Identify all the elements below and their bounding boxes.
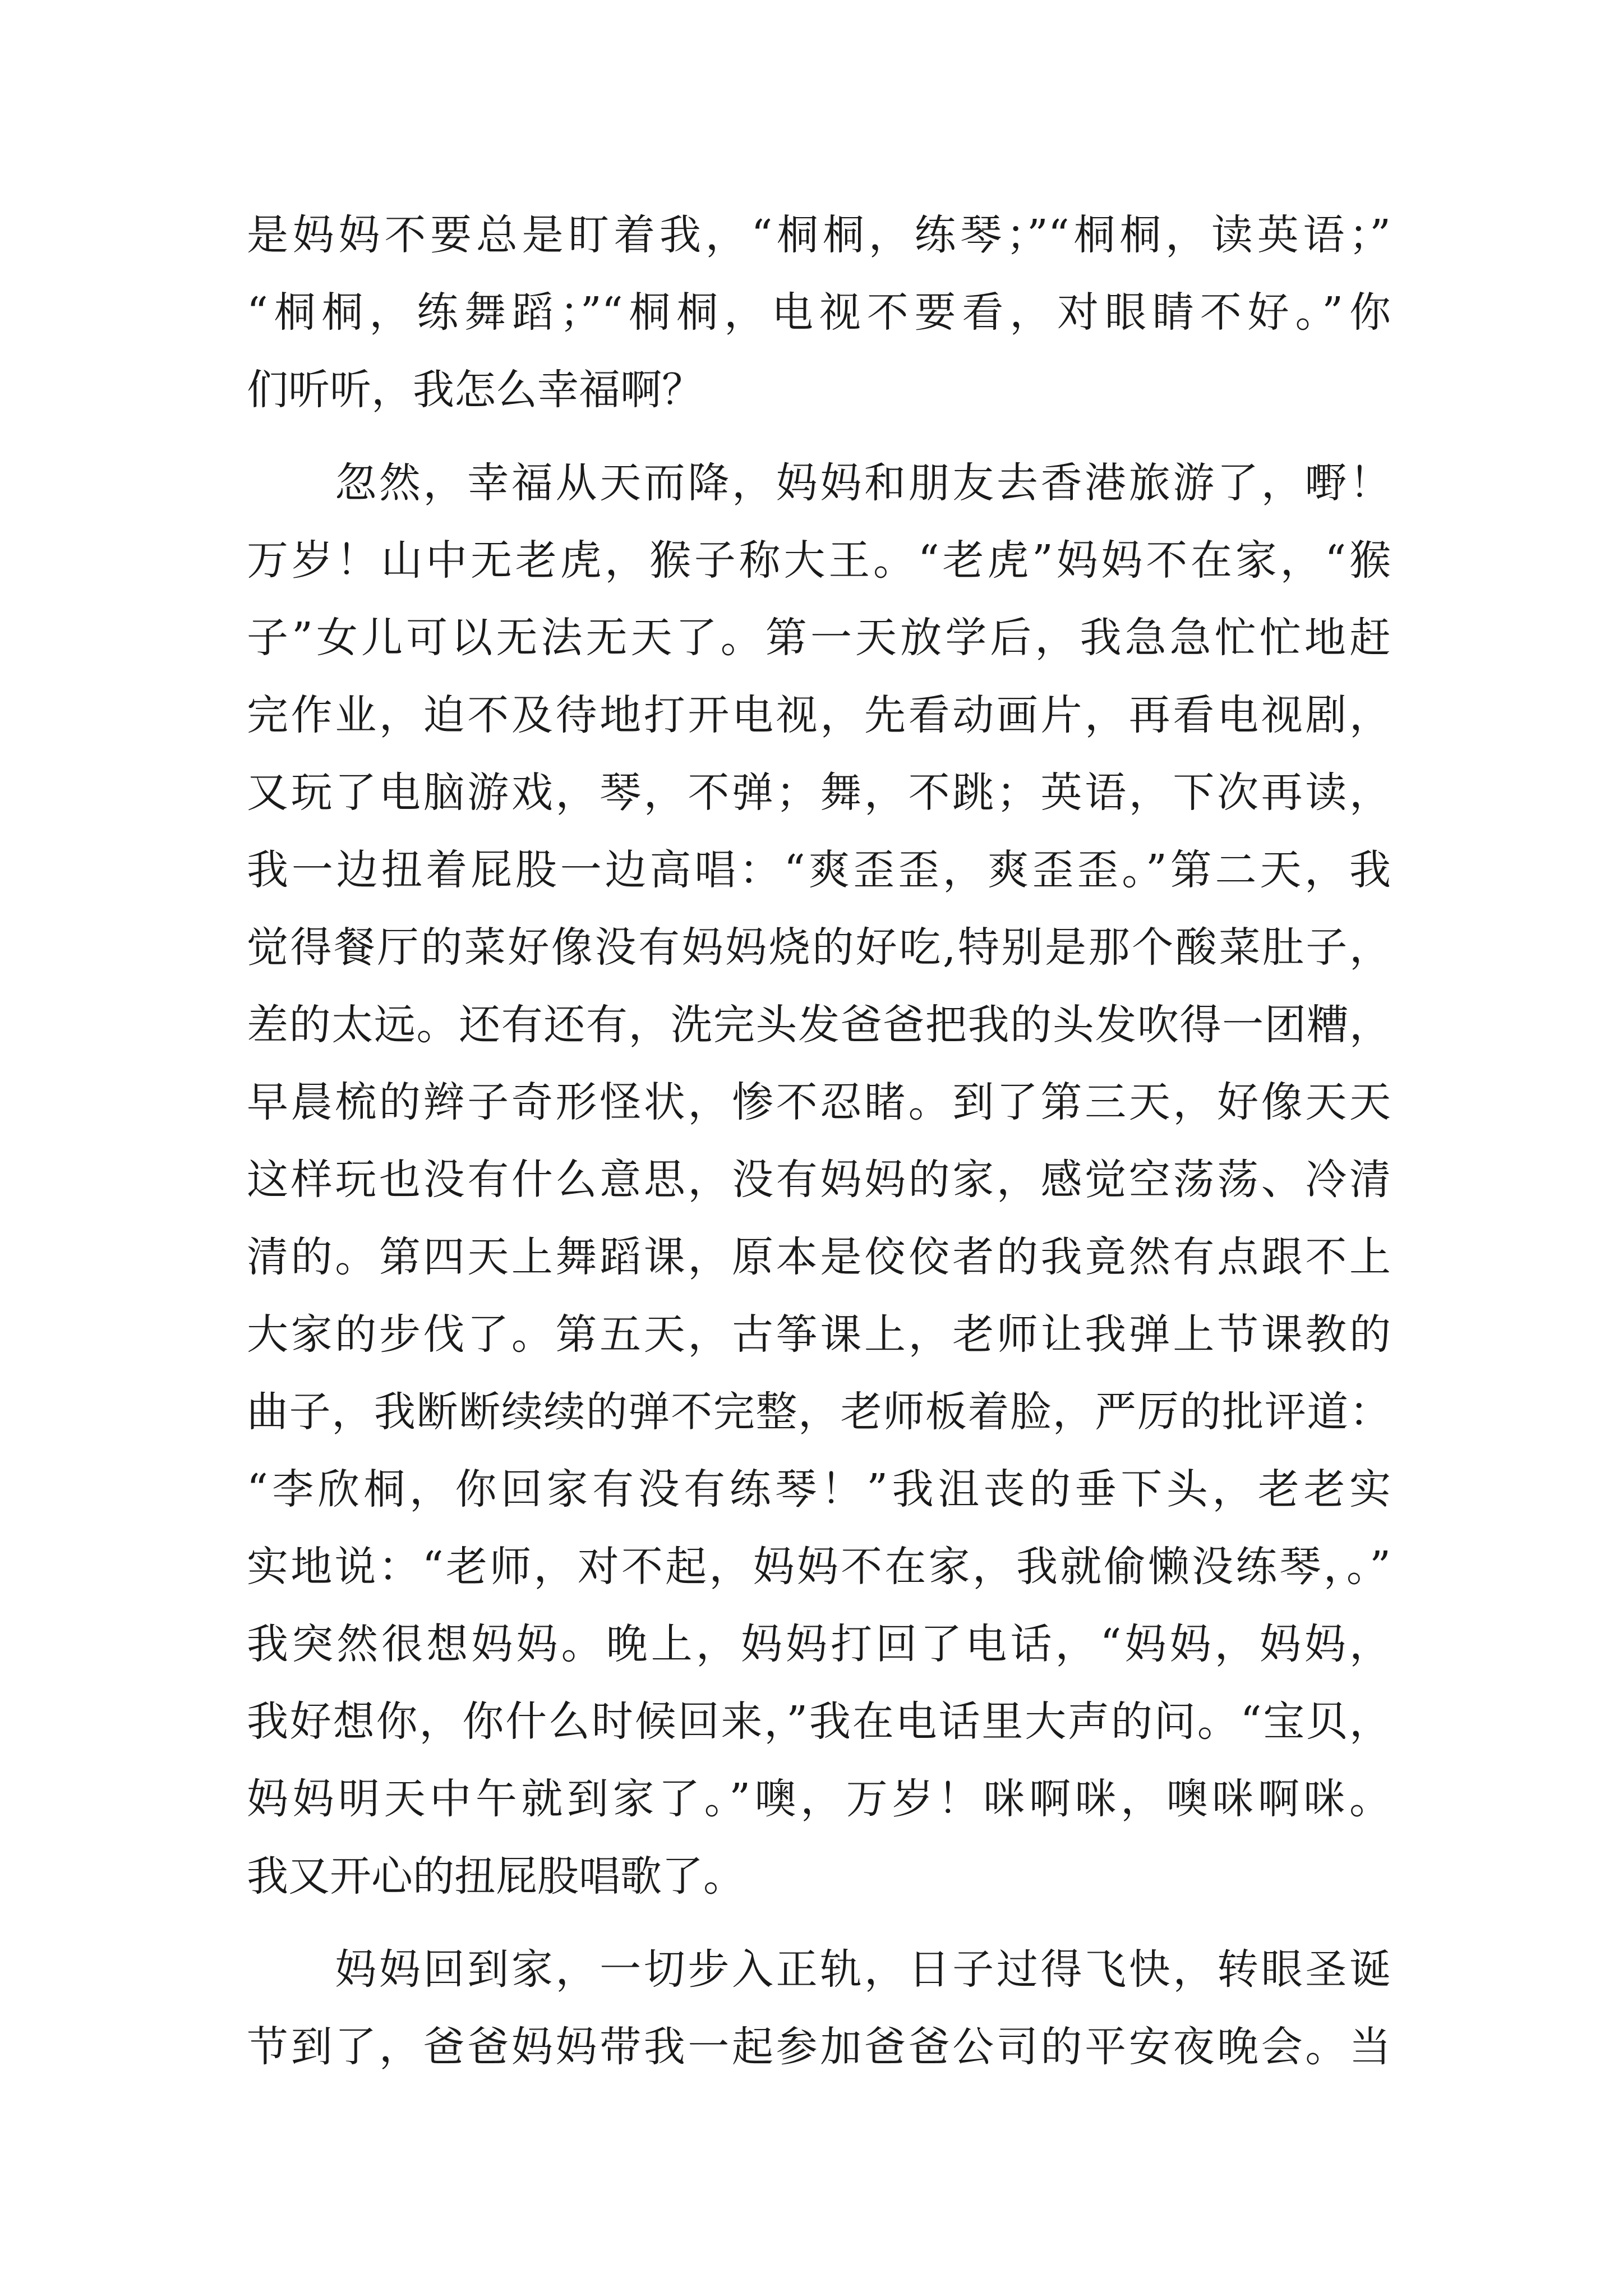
text-line: “桐桐，练舞蹈；”“桐桐，电视不要看，对眼睛不好。”你 xyxy=(247,288,1391,337)
text-line: 早晨梳的辫子奇形怪状，惨不忍睹。到了第三天，好像天天 xyxy=(247,1078,1391,1126)
text-line: 清的。第四天上舞蹈课，原本是佼佼者的我竟然有点跟不上 xyxy=(247,1233,1391,1281)
paragraph-2 xyxy=(247,444,1391,1915)
text-line: 我一边扭着屁股一边高唱：“爽歪歪，爽歪歪。”第二天，我 xyxy=(247,846,1391,894)
paragraph-3 xyxy=(247,1931,1391,2086)
text-line: 差的太远。还有还有，洗完头发爸爸把我的头发吹得一团糟， xyxy=(247,1001,1391,1049)
text-line: 完作业，迫不及待地打开电视，先看动画片，再看电视剧， xyxy=(247,691,1391,739)
text-line: 这样玩也没有什么意思，没有妈妈的家，感觉空荡荡、冷清 xyxy=(247,1156,1391,1204)
text-line: 们听听，我怎么幸福啊？ xyxy=(247,366,703,414)
text-line: 妈妈回到家，一切步入正轨，日子过得飞快，转眼圣诞 xyxy=(247,1945,1391,1994)
text-line: 又玩了电脑游戏，琴，不弹；舞，不跳；英语，下次再读， xyxy=(247,769,1391,817)
paragraph-spacing xyxy=(247,1915,1391,1931)
text-line: 我又开心的扭屁股唱歌了。 xyxy=(247,1852,745,1901)
text-line: 我突然很想妈妈。晚上，妈妈打回了电话，“妈妈，妈妈， xyxy=(247,1620,1391,1668)
document-body xyxy=(247,196,1391,2086)
text-line: 大家的步伐了。第五天，古筝课上，老师让我弹上节课教的 xyxy=(247,1310,1391,1359)
text-line: 我好想你，你什么时候回来，”我在电话里大声的问。“宝贝， xyxy=(247,1697,1391,1746)
paragraph-1 xyxy=(247,196,1391,429)
text-line: 忽然，幸福从天而降，妈妈和朋友去香港旅游了，嘢！ xyxy=(247,459,1391,507)
text-line: 是妈妈不要总是盯着我，“桐桐，练琴；”“桐桐，读英语；” xyxy=(247,211,1391,259)
text-line: “李欣桐，你回家有没有练琴！”我沮丧的垂下头，老老实 xyxy=(247,1465,1391,1513)
text-line: 实地说：“老师，对不起，妈妈不在家，我就偷懒没练琴，。” xyxy=(247,1543,1391,1591)
text-line: 觉得餐厅的菜好像没有妈妈烧的好吃,特别是那个酸菜肚子， xyxy=(247,923,1391,972)
text-line: 节到了，爸爸妈妈带我一起参加爸爸公司的平安夜晚会。当 xyxy=(247,2023,1391,2071)
text-line: 妈妈明天中午就到家了。”噢，万岁！咪啊咪，噢咪啊咪。 xyxy=(247,1775,1391,1823)
text-line: 曲子，我断断续续的弹不完整，老师板着脸，严厉的批评道： xyxy=(247,1388,1391,1436)
paragraph-spacing xyxy=(247,429,1391,444)
text-line: 子”女儿可以无法无天了。第一天放学后，我急急忙忙地赶 xyxy=(247,614,1391,662)
text-line: 万岁！山中无老虎，猴子称大王。“老虎”妈妈不在家，“猴 xyxy=(247,536,1391,585)
